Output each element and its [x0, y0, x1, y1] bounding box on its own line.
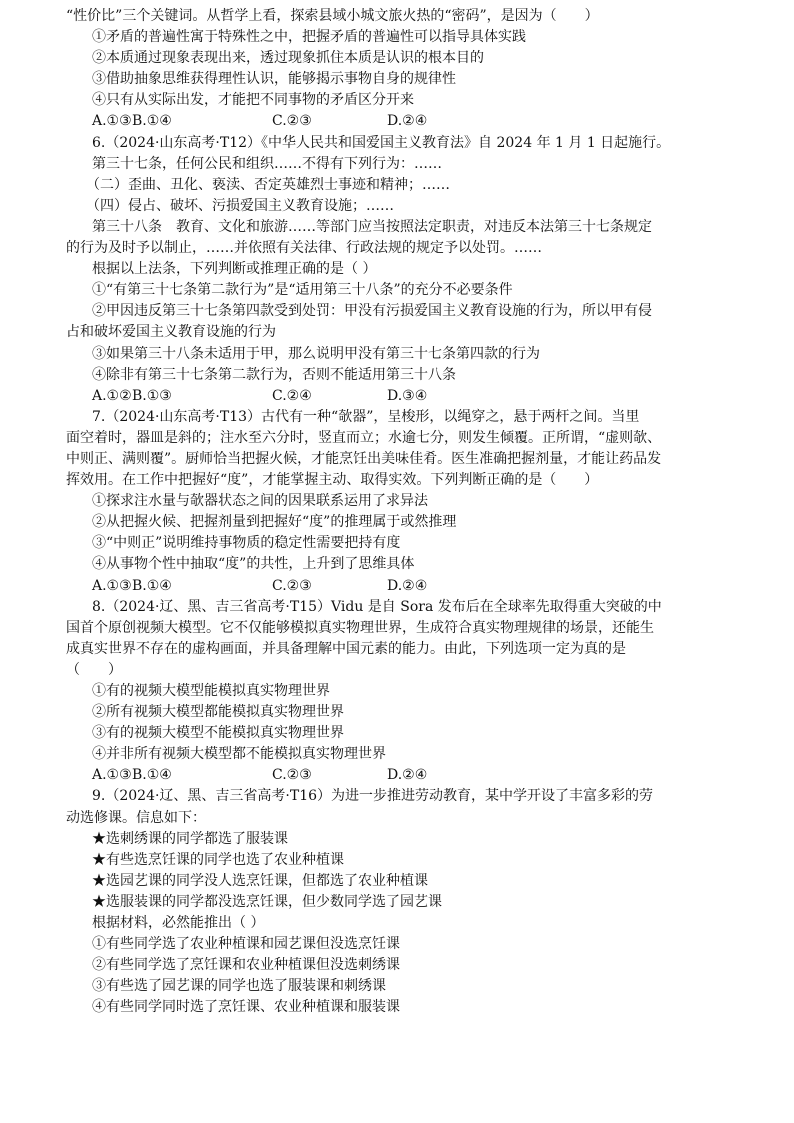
question-6-item-1: ①“有第三十七条第二款行为”是“适用第三十八条”的充分不必要条件	[92, 282, 513, 299]
question-6-stem-4: （四）侵占、破坏、污损爱国主义教育设施；……	[86, 197, 394, 214]
option-c: C.②③	[272, 113, 312, 130]
question-7-options	[66, 576, 726, 597]
question-9-fact-3: ★选园艺课的同学没人选烹饪课，但都选了农业种植课	[92, 872, 428, 889]
question-6-stem-3: （二）歪曲、丑化、亵渎、否定英雄烈士事迹和精神；……	[86, 176, 450, 193]
option-d: D.②④	[387, 577, 428, 594]
question-5	[66, 6, 726, 133]
option-c: C.②③	[272, 767, 312, 784]
question-7	[66, 407, 726, 597]
option-d: D.②④	[387, 767, 428, 784]
question-7-item-4: ④从事物个性中抽取“度”的共性，上升到了思维具体	[92, 556, 415, 573]
option-d: D.②④	[387, 113, 428, 130]
question-9-fact-1: ★选刺绣课的同学都选了服装课	[92, 830, 288, 847]
question-7-stem-2: 面空着时，器皿是斜的；注水至六分时，竖直而立；水逾七分，则发生倾覆。正所谓，“虚则欹、	[66, 429, 662, 446]
question-6-options	[66, 386, 726, 407]
question-6-item-4: ④除非有第三十七条第二款行为，否则不能适用第三十八条	[92, 366, 456, 383]
option-b: B.①④	[132, 767, 172, 784]
question-7-stem-4: 挥效用。在工作中把握好“度”，才能掌握主动、取得实效。下列判断正确的是（ ）	[66, 472, 599, 489]
question-6-stem-1: 6.（2024·山东高考·T12）《中华人民共和国爱国主义教育法》自 2024 年 1 月 1 日起施行。	[92, 134, 671, 151]
question-8	[66, 597, 726, 787]
question-7-item-2: ②从把握火候、把握剂量到把握好“度”的推理属于或然推理	[92, 514, 457, 531]
question-5-item-4: ④只有从实际出发，才能把不同事物的矛盾区分开来	[92, 92, 414, 109]
question-8-item-4: ④并非所有视频大模型都不能模拟真实物理世界	[92, 746, 386, 763]
question-5-options	[66, 111, 726, 132]
question-9-prompt: 根据材料，必然能推出（ ）	[92, 915, 265, 932]
question-6-stem-6: 的行为及时予以制止，……并依照有关法律、行政法规的规定予以处罚。……	[66, 240, 542, 257]
question-8-stem-3: 成真实世界不存在的虚构画面，并具备理解中国元素的能力。由此，下列选项一定为真的是	[66, 640, 626, 657]
question-9-item-4: ④有些同学同时选了烹饪课、农业种植课和服装课	[92, 999, 400, 1016]
question-5-item-1: ①矛盾的普遍性寓于特殊性之中，把握矛盾的普遍性可以指导具体实践	[92, 29, 526, 46]
question-6-item-2: ②甲因违反第三十七条第四款受到处罚：甲没有污损爱国主义教育设施的行为，所以甲有侵	[92, 303, 652, 320]
option-a: A.①③	[92, 577, 132, 594]
question-8-item-1: ①有的视频大模型能模拟真实物理世界	[92, 683, 330, 699]
question-8-item-2: ②所有视频大模型都能模拟真实物理世界	[92, 704, 344, 721]
question-9-item-2: ②有些同学选了烹饪课和农业种植课但没选刺绣课	[92, 957, 400, 974]
question-7-item-3: ③“中则正”说明维持事物质的稳定性需要把持有度	[92, 535, 401, 552]
question-6-stem-2: 第三十七条，任何公民和组织……不得有下列行为：……	[92, 155, 442, 172]
question-6-item-3: ③如果第三十八条未适用于甲，那么说明甲没有第三十七条第四款的行为	[92, 345, 540, 362]
option-c: C.②④	[272, 387, 312, 404]
option-b: B.①④	[132, 113, 172, 130]
question-9	[66, 786, 726, 1018]
option-d: D.③④	[387, 387, 428, 404]
question-9-fact-2: ★有些选烹饪课的同学也选了农业种植课	[92, 851, 344, 868]
option-a: A.①③	[92, 767, 132, 784]
question-9-item-1: ①有些同学选了农业种植课和园艺课但没选烹饪课	[92, 936, 400, 953]
question-6	[66, 133, 726, 407]
option-b: B.①④	[132, 577, 172, 594]
question-7-item-1: ①探求注水量与欹器状态之间的因果联系运用了求异法	[92, 493, 428, 510]
question-7-stem-1: 7.（2024·山东高考·T13）古代有一种“欹器”，呈梭形，以绳穿之，悬于两杆之间。当里	[92, 408, 640, 425]
question-list	[66, 6, 726, 1019]
question-5-item-2: ②本质通过现象表现出来，透过现象抓住本质是认识的根本目的	[92, 50, 484, 67]
option-b: B.①③	[132, 387, 172, 404]
question-6-prompt: 根据以上法条，下列判断或推理正确的是（ ）	[92, 261, 377, 278]
question-9-stem-1: 9.（2024·辽、黑、吉三省高考·T16）为进一步推进劳动教育，某中学开设了丰富多彩的劳	[92, 788, 654, 805]
question-9-fact-4: ★选服装课的同学都没选烹饪课，但少数同学选了园艺课	[92, 893, 442, 910]
question-6-stem-5: 第三十八条 教育、文化和旅游……等部门应当按照法定职责，对违反本法第三十七条规定	[92, 218, 652, 235]
question-7-stem-3: 中则正、满则覆”。厨师恰当把握火候，才能烹饪出美味佳肴。医生准确把握剂量，才能让药品发	[66, 450, 662, 467]
question-9-item-3: ③有些选了园艺课的同学也选了服装课和刺绣课	[92, 978, 386, 995]
question-9-stem-2: 动选修课。信息如下：	[66, 809, 206, 826]
question-8-stem-4: （ ）	[66, 661, 122, 678]
question-8-item-3: ③有的视频大模型不能模拟真实物理世界	[92, 725, 344, 742]
question-5-item-3: ③借助抽象思维获得理性认识，能够揭示事物自身的规律性	[92, 71, 456, 88]
question-6-item-2-cont: 占和破坏爱国主义教育设施的行为	[66, 324, 276, 341]
question-8-options	[66, 765, 726, 786]
option-a: A.①③	[92, 113, 132, 130]
option-a: A.①②	[92, 387, 132, 404]
question-5-stem: “性价比”三个关键词。从哲学上看，探索县域小城文旅火热的“密码”，是因为（ ）	[66, 8, 599, 24]
option-c: C.②③	[272, 577, 312, 594]
question-8-stem-1: 8.（2024·辽、黑、吉三省高考·T15）Vidu 是自 Sora 发布后在全球率先取得重大突破的中	[92, 598, 662, 615]
question-8-stem-2: 国首个原创视频大模型。它不仅能够模拟真实物理世界，生成符合真实物理规律的场景，还能生	[66, 619, 654, 636]
